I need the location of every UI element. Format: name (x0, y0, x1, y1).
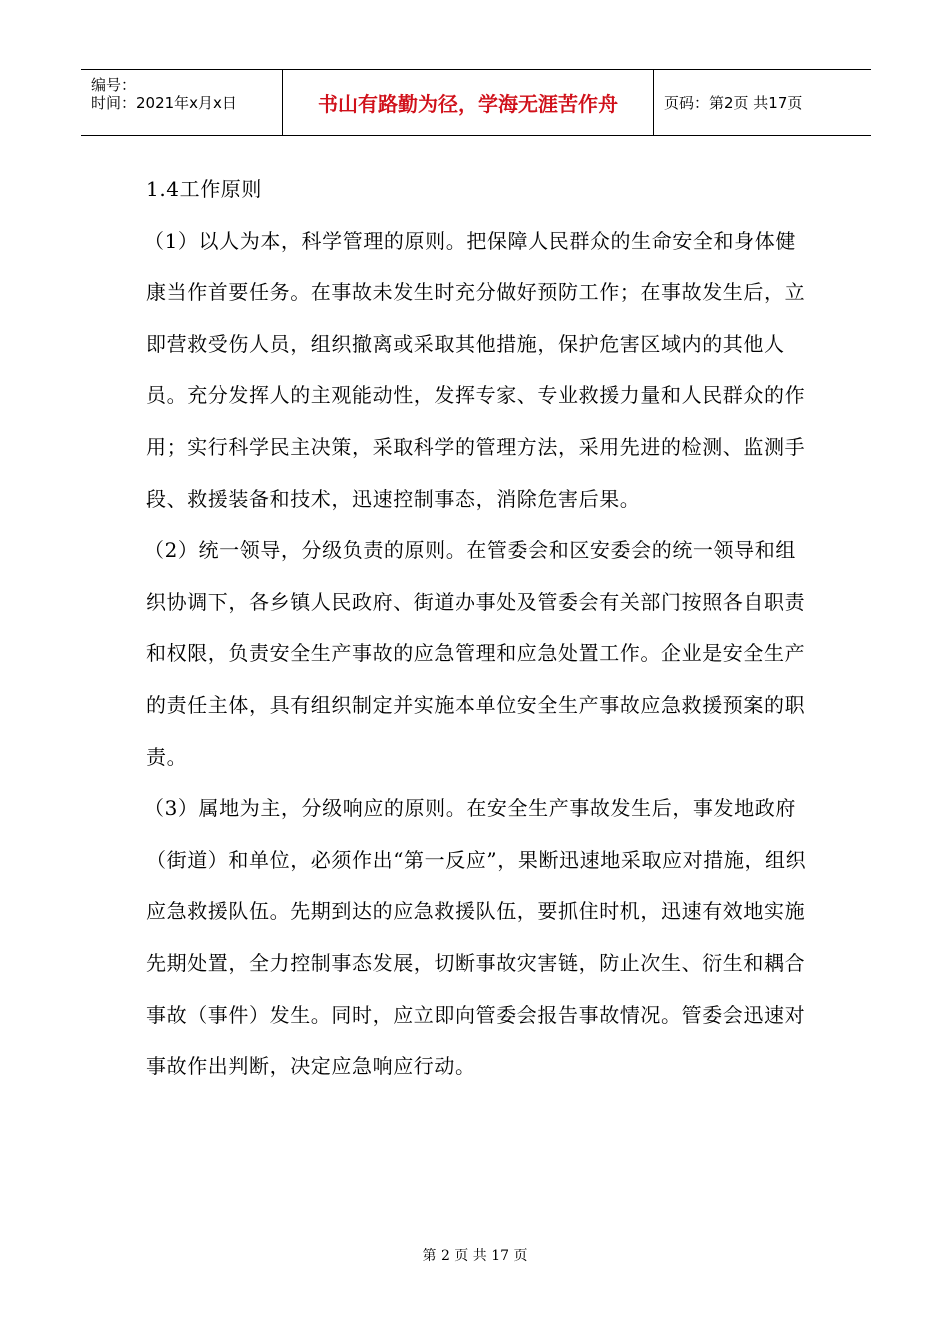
paragraph-1: （1）以人为本，科学管理的原则。把保障人民群众的生命安全和身体健康当作首要任务。在事故未发生时充分做好预防工作；在事故发生后，立即营救受伤人员，组织撤离或采取其他措施，保护危害区域内的其他人员。充分发挥人的主观能动性，发挥专家、专业救援力量和人民群众的作用；实行科学民主决策，采取科学的管理方法，采用先进的检测、监测手段、救援装备和技术，迅速控制事态，消除危害后果。 (144, 228, 806, 511)
header-page-info: 页码：第2页 共17页 (664, 94, 803, 112)
page-footer: 第 2 页 共 17 页 (422, 1248, 528, 1264)
page-header (81, 69, 871, 136)
document-date: 时间：2021年x月x日 (91, 94, 237, 112)
header-motto: 书山有路勤为径，学海无涯苦作舟 (283, 70, 654, 135)
document-body (146, 164, 811, 1093)
section-title: 1.4工作原则 (146, 177, 263, 201)
paragraph-3: （3）属地为主，分级响应的原则。在安全生产事故发生后，事发地政府（街道）和单位，必须作出“第一反应”，果断迅速地采取应对措施，组织应急救援队伍。先期到达的应急救援队伍，要抓住时机，迅速有效地实施先期处置，全力控制事态发展，切断事故灾害链，防止次生、衍生和耦合事故（事件）发生。同时，应立即向管委会报告事故情况。管委会迅速对事故作出判断，决定应急响应行动。 (144, 796, 807, 1079)
header-meta-cell (81, 70, 283, 135)
paragraph-2: （2）统一领导，分级负责的原则。在管委会和区安委会的统一领导和组织协调下，各乡镇人民政府、街道办事处及管委会有关部门按照各自职责和权限，负责安全生产事故的应急管理和应急处置工作。企业是安全生产的责任主体，具有组织制定并实施本单位安全生产事故应急救援预案的职责。 (144, 538, 806, 769)
document-number-label: 编号： (91, 76, 137, 94)
